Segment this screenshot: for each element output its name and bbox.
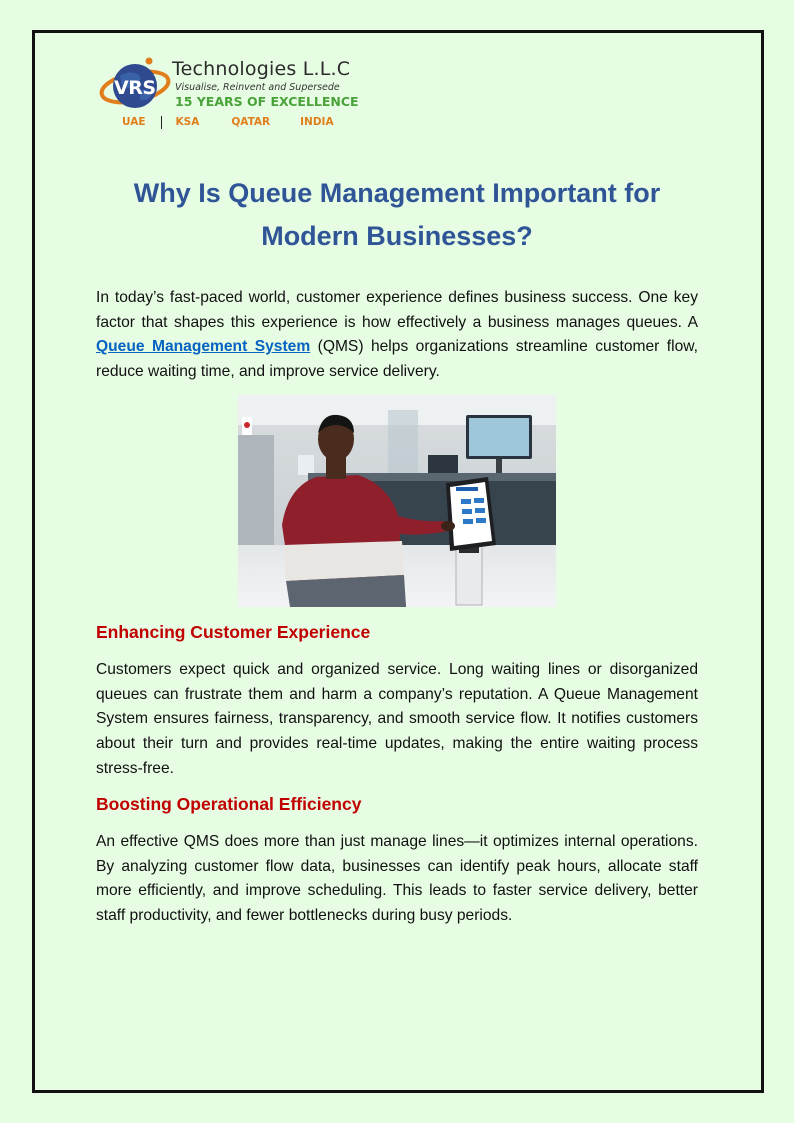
country-separator — [161, 116, 162, 129]
country-qatar: QATAR — [231, 116, 271, 128]
country-uae: UAE — [122, 116, 146, 128]
intro-text-before: In today’s fast-paced world, customer experience defines business success. One key factor that shapes this experience is how effectively a business manages queues. A — [96, 289, 698, 331]
section-heading-operational-efficiency: Boosting Operational Efficiency — [96, 794, 362, 814]
section-heading-customer-experience: Enhancing Customer Experience — [96, 622, 371, 642]
kiosk-illustration — [238, 395, 556, 607]
intro-paragraph — [96, 286, 698, 385]
country-india: INDIA — [300, 116, 334, 128]
logo-company-name: Technologies L.L.C — [172, 58, 351, 80]
qms-link[interactable]: Queue Management System — [96, 338, 311, 356]
page-title — [96, 172, 698, 258]
kiosk-photo — [238, 395, 556, 607]
logo-tagline: Visualise, Reinvent and Supersede — [175, 82, 340, 93]
company-logo — [98, 54, 358, 130]
country-ksa: KSA — [175, 116, 200, 128]
intro-text-after: (QMS) helps organizations streamline customer flow, reduce waiting time, and improve service delivery. — [96, 338, 698, 381]
section-body-operational-efficiency: An effective QMS does more than just manage lines—it optimizes internal operations. By analyzing customer flow data, businesses can identify peak hours, allocate staff more efficiently, and improve scheduling. This leads to faster service delivery, better staff productivity, and fewer bottlenecks during busy periods. — [96, 833, 698, 925]
globe-logo-icon — [98, 56, 172, 116]
logo-country-list — [122, 115, 334, 129]
logo-years-badge: 15 YEARS OF EXCELLENCE — [175, 94, 359, 109]
title-line-1: Why Is Queue Management Important for — [133, 178, 661, 208]
logo-letters: VRS — [114, 77, 156, 99]
section-body-customer-experience: Customers expect quick and organized service. Long waiting lines or disorganized queues can frustrate them and harm a company’s reputation. A Queue Management System ensures fairness, transparency, and smooth service flow. It notifies customers about their turn and provides real-time updates, making the entire waiting process stress-free. — [96, 661, 698, 777]
title-line-2: Modern Businesses? — [261, 221, 533, 251]
